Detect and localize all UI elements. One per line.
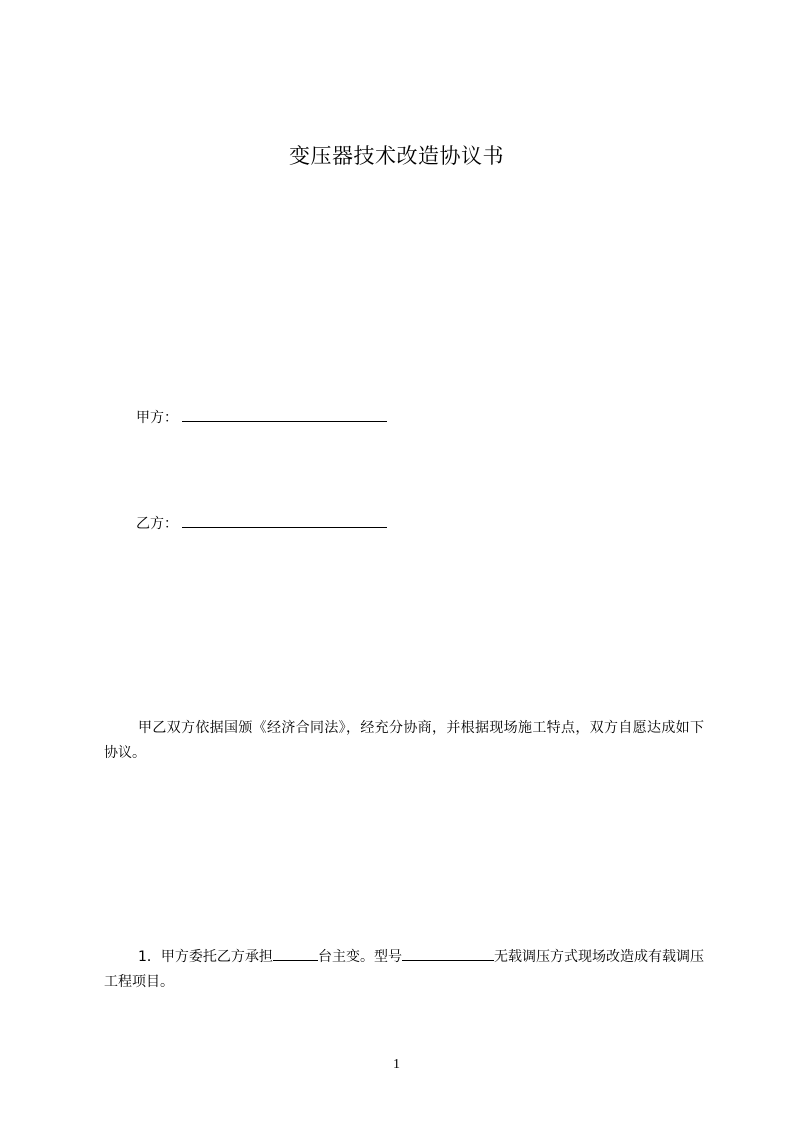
model-blank (402, 946, 494, 961)
clause-1-part3: 无载调压方式现场改造成有载调压工程项目。 (104, 949, 705, 990)
quantity-blank (273, 946, 318, 961)
clause-1-part1: 1．甲方委托乙方承担 (138, 949, 273, 965)
clause-1-paragraph (104, 945, 704, 995)
party-b-line (136, 513, 387, 534)
party-a-blank (182, 407, 387, 422)
intro-paragraph: 甲乙双方依据国颁《经济合同法》，经充分协商，并根据现场施工特点，双方自愿达成如下协议。 (104, 720, 704, 761)
party-b-label: 乙方： (136, 516, 178, 532)
party-a-line (136, 407, 387, 428)
page-number: 1 (393, 1057, 400, 1072)
clause-1-part2: 台主变。型号 (317, 949, 402, 965)
document-title: 变压器技术改造协议书 (289, 144, 504, 168)
party-b-blank (182, 513, 387, 528)
party-a-label: 甲方： (136, 410, 178, 426)
